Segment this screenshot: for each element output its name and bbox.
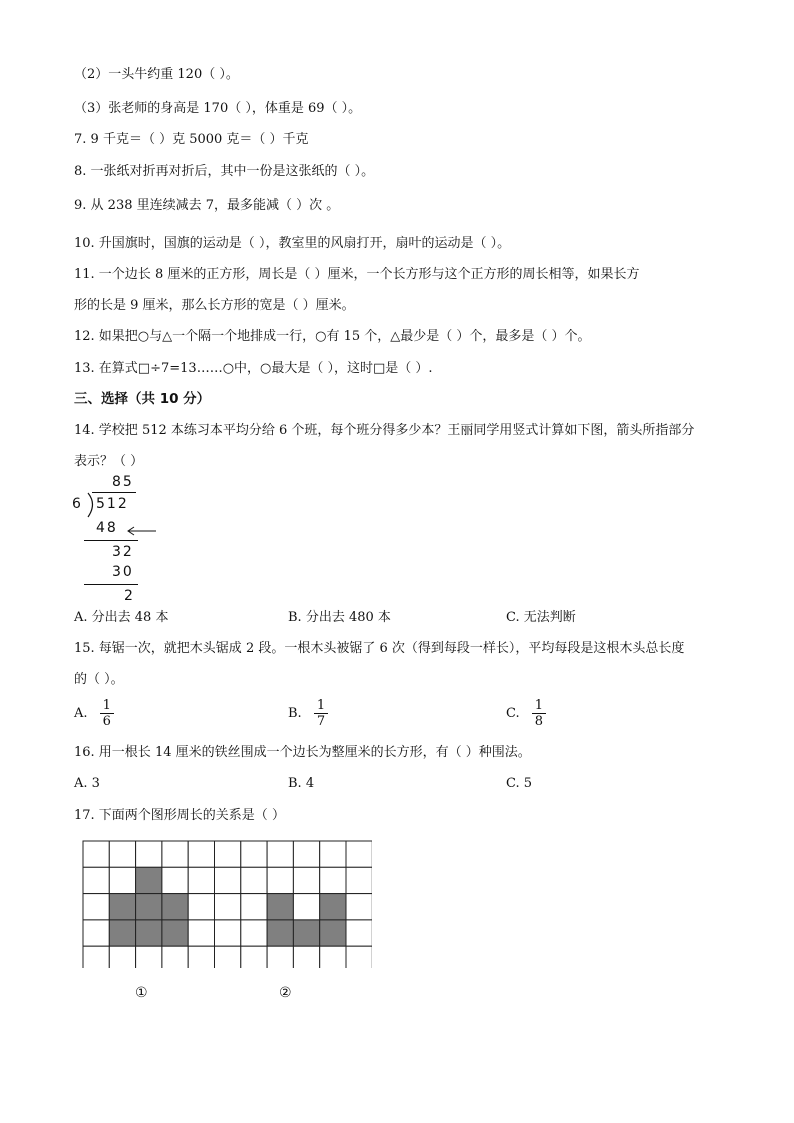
grid-cell-shaded: [162, 920, 188, 946]
grid-cell-shaded: [267, 920, 293, 946]
grid-cell: [83, 894, 109, 920]
grid-cell-shaded: [109, 920, 135, 946]
grid-cell-shaded: [136, 867, 162, 893]
q-sub3: （3）张老师的身高是 170（ ），体重是 69（ ）。: [74, 101, 362, 116]
grid-cell: [215, 867, 241, 893]
q14-option-b[interactable]: B. 分出去 480 本: [288, 610, 391, 625]
fraction: [532, 698, 546, 729]
grid-cell: [267, 841, 293, 867]
section-title-choice: 三、选择（共 10 分）: [74, 391, 211, 407]
q16-option-a[interactable]: A. 3: [74, 776, 100, 791]
grid-cell: [83, 867, 109, 893]
grid-cell: [136, 841, 162, 867]
grid-cell-shaded: [162, 894, 188, 920]
division-remainder: 2: [124, 588, 135, 604]
grid-cell: [320, 946, 346, 968]
grid-cell: [267, 946, 293, 968]
q12: 12. 如果把○与△一个隔一个地排成一行，○有 15 个，△最少是（ ）个，最多是（ ）个。: [74, 329, 591, 344]
grid-cell: [267, 867, 293, 893]
grid-cell: [215, 920, 241, 946]
grid-cell: [293, 894, 319, 920]
division-line2: [84, 584, 138, 585]
grid-cell-shaded: [320, 920, 346, 946]
grid-cell-shaded: [136, 894, 162, 920]
grid-cell: [215, 946, 241, 968]
q9: 9. 从 238 里连续减去 7，最多能减（ ）次 。: [74, 198, 340, 213]
grid-cell: [162, 946, 188, 968]
q14-option-a[interactable]: A. 分出去 48 本: [74, 610, 169, 625]
grid-cell: [346, 841, 372, 867]
division-step3: 30: [112, 564, 134, 580]
q16-option-c[interactable]: C. 5: [506, 776, 533, 791]
division-divisor: 6: [72, 496, 83, 512]
grid-cell: [346, 946, 372, 968]
q15-option-b[interactable]: [288, 698, 328, 729]
q14-option-c[interactable]: C. 无法判断: [506, 610, 576, 625]
division-step2: 32: [112, 544, 134, 560]
q11-line1: 11. 一个边长 8 厘米的正方形，周长是（ ）厘米，一个长方形与这个正方形的周长相等，如果长方: [74, 267, 640, 282]
grid-cell: [215, 841, 241, 867]
grid-cell-shaded: [320, 894, 346, 920]
q13: 13. 在算式□÷7=13……○中，○最大是（ ），这时□是（ ）.: [74, 361, 433, 376]
division-step1: 48: [96, 520, 118, 536]
figure-label-1: ①: [135, 985, 148, 1001]
grid-cell: [162, 867, 188, 893]
numerator: 1: [532, 698, 546, 714]
grid-cell: [241, 920, 267, 946]
grid-cell: [188, 841, 214, 867]
grid-cell: [320, 867, 346, 893]
q7: 7. 9 千克＝（ ）克 5000 克＝（ ）千克: [74, 132, 309, 147]
grid-cell: [320, 841, 346, 867]
q15-option-b-label: B.: [288, 706, 302, 721]
q15-option-c[interactable]: [506, 698, 546, 729]
division-dividend: 512: [96, 496, 129, 512]
fraction: [314, 698, 328, 729]
grid-cell-shaded: [293, 920, 319, 946]
grid-cell-shaded: [136, 920, 162, 946]
grid-cell-shaded: [109, 894, 135, 920]
grid-cell: [109, 946, 135, 968]
q15-option-a[interactable]: [74, 698, 114, 729]
grid-cell: [215, 894, 241, 920]
grid-cell: [136, 946, 162, 968]
q17: 17. 下面两个图形周长的关系是（ ）: [74, 808, 285, 823]
q15-option-c-label: C.: [506, 706, 520, 721]
q16: 16. 用一根长 14 厘米的铁丝围成一个边长为整厘米的长方形，有（ ）种围法。: [74, 745, 531, 760]
q11-line2: 形的长是 9 厘米，那么长方形的宽是（ ）厘米。: [74, 298, 355, 313]
q14-line1: 14. 学校把 512 本练习本平均分给 6 个班，每个班分得多少本？王丽同学用竖式计算如下图，箭头所指部分: [74, 423, 695, 438]
grid-cell: [188, 920, 214, 946]
grid-cell: [346, 894, 372, 920]
fraction: [100, 698, 114, 729]
grid-cell: [162, 841, 188, 867]
division-quotient: 85: [112, 474, 134, 490]
q15-line2: 的（ ）。: [74, 672, 124, 687]
denominator: 7: [316, 714, 326, 729]
grid-cell: [188, 867, 214, 893]
grid-cell: [241, 841, 267, 867]
numerator: 1: [100, 698, 114, 714]
q14-line2: 表示？（ ）: [74, 454, 144, 469]
grid-svg: [82, 840, 372, 968]
numerator: 1: [314, 698, 328, 714]
q10: 10. 升国旗时，国旗的运动是（ ），教室里的风扇打开，扇叶的运动是（ ）。: [74, 236, 511, 251]
arrow-icon: [126, 526, 158, 536]
denominator: 8: [534, 714, 544, 729]
perimeter-grid-figure: [82, 840, 372, 972]
q8: 8. 一张纸对折再对折后，其中一份是这张纸的（ ）。: [74, 164, 375, 179]
division-bar: [92, 492, 136, 493]
q-sub2: （2）一头牛约重 120（ ）。: [74, 67, 239, 82]
q16-option-b[interactable]: B. 4: [288, 776, 315, 791]
grid-cell: [83, 841, 109, 867]
grid-cell: [109, 867, 135, 893]
grid-cell: [109, 841, 135, 867]
grid-cell: [346, 867, 372, 893]
division-line1: [84, 540, 138, 541]
grid-cell: [241, 894, 267, 920]
long-division: [64, 474, 164, 608]
grid-cell: [346, 920, 372, 946]
q15-option-a-label: A.: [74, 706, 88, 721]
q15-line1: 15. 每锯一次，就把木头锯成 2 段。一根木头被锯了 6 次（得到每段一样长），平均每段是这根木头总长度: [74, 641, 685, 656]
grid-cell-shaded: [267, 894, 293, 920]
grid-cell: [293, 841, 319, 867]
grid-cell: [83, 920, 109, 946]
figure-label-2: ②: [279, 985, 292, 1001]
grid-cell: [241, 946, 267, 968]
grid-cell: [188, 946, 214, 968]
grid-cell: [241, 867, 267, 893]
grid-cell: [293, 946, 319, 968]
grid-cell: [83, 946, 109, 968]
grid-cell: [293, 867, 319, 893]
denominator: 6: [102, 714, 111, 729]
grid-cell: [188, 894, 214, 920]
